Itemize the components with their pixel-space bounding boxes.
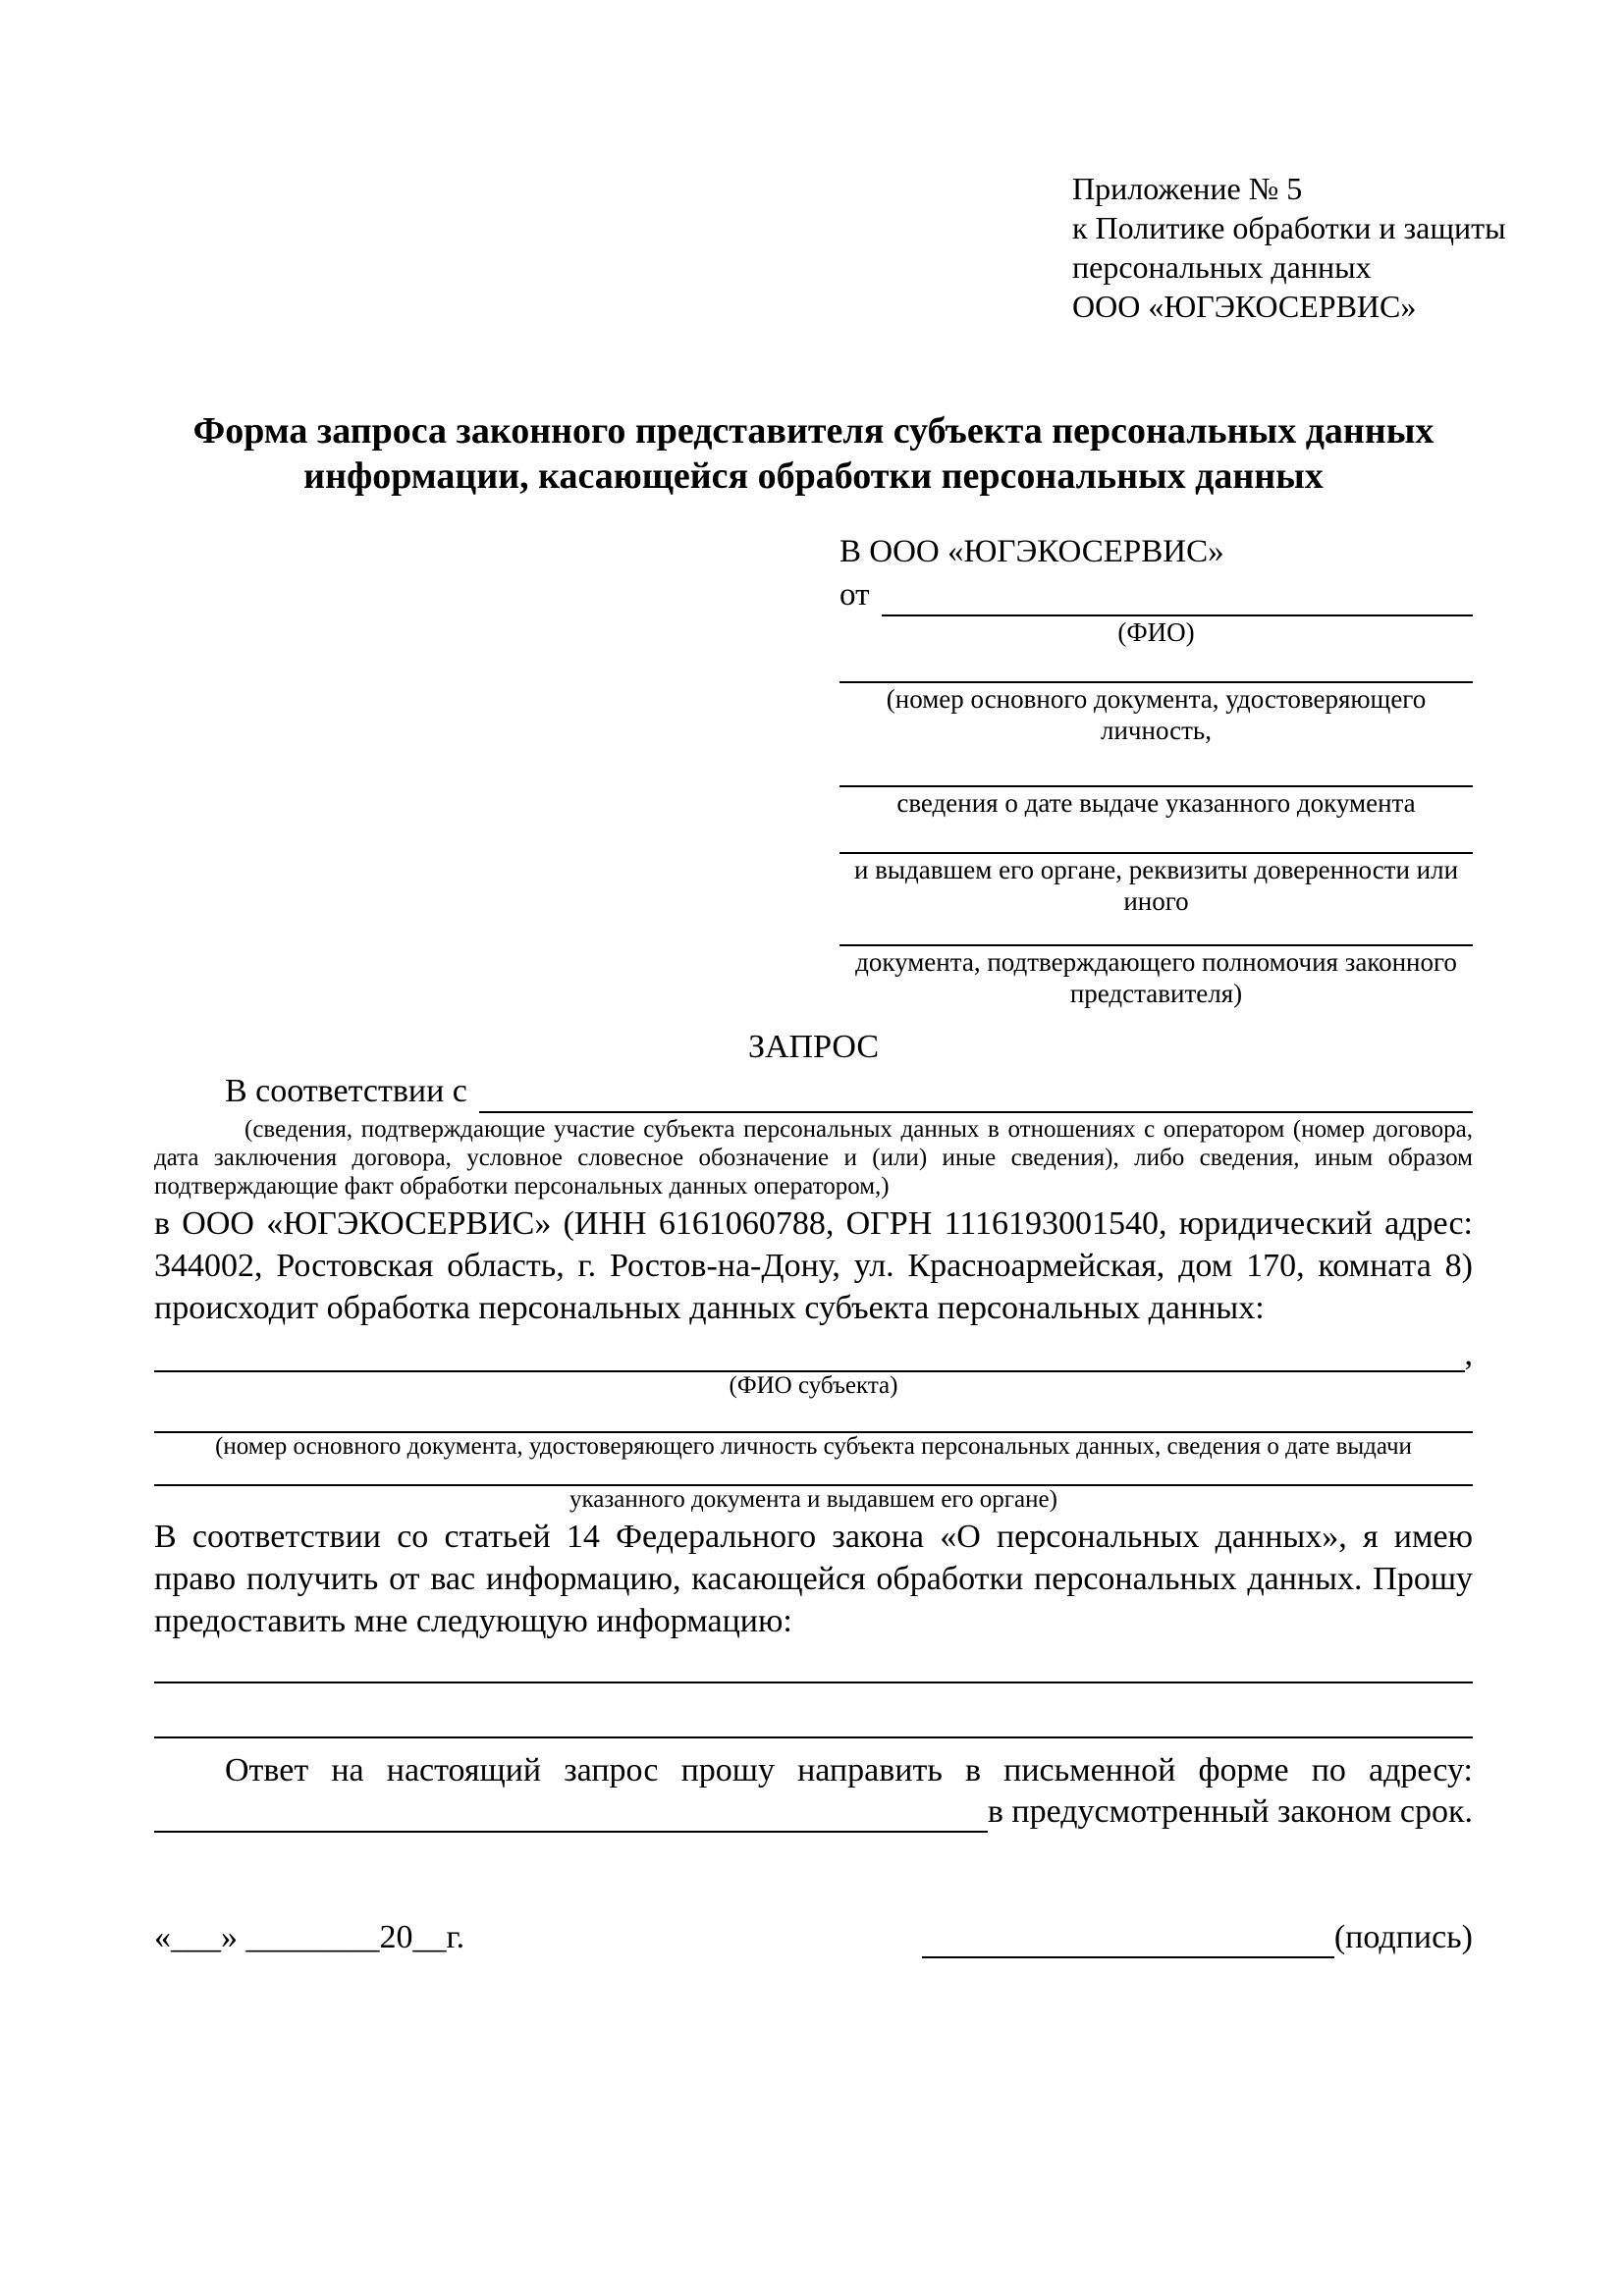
form-title-line-1: Форма запроса законного представителя субъекта персональных данных	[192, 410, 1435, 452]
doc-field-2	[839, 785, 1473, 819]
answer-tail: в предусмотренный законом срок.	[987, 1793, 1473, 1830]
from-label: от	[839, 577, 870, 613]
fill-in-line-address	[154, 1799, 988, 1833]
fio-caption: (ФИО)	[1117, 617, 1195, 647]
law-paragraph: В соответствии со статьей 14 Федерального закона «О персональных данных», я имею право получить от вас информацию, касающейся обработки персональных данных. Прошу предоставить мне следующую информацию:	[154, 1519, 1473, 1639]
doc-field-4	[839, 944, 1473, 1009]
accordance-row	[154, 1070, 1473, 1113]
appendix-line-1: Приложение № 5	[1072, 171, 1303, 206]
doc-caption-2: сведения о дате выдаче указанного документа	[896, 788, 1416, 818]
signature-row	[922, 1917, 1473, 1958]
fill-in-line-fio	[882, 579, 1474, 616]
info-blank-line-1	[154, 1682, 1473, 1683]
appendix-block	[1072, 169, 1506, 326]
doc-field-1	[839, 681, 1473, 746]
signature-caption: (подпись)	[1333, 1919, 1473, 1955]
signature-line	[922, 1925, 1334, 1958]
fill-in-line-subject-fio	[154, 1337, 1465, 1372]
fine-print-note: (сведения, подтверждающие участие субъекта персональных данных в отношениях с оператором (номер договора, дата заключения договора, условное словесное обозначение и (или) иные сведения), либо сведения, иным образом подтверждающие факт обработки персональных данных оператором,)	[154, 1116, 1473, 1200]
form-title	[154, 408, 1473, 499]
form-title-line-2: информации, касающейся обработки персональных данных	[303, 455, 1324, 497]
doc-field-3	[839, 852, 1473, 917]
subject-doc-caption-2: указанного документа и выдавшем его органе)	[569, 1486, 1057, 1513]
fill-in-line-accordance	[479, 1076, 1473, 1113]
subject-doc-field-2	[154, 1484, 1473, 1514]
appendix-line-3: персональных данных	[1072, 249, 1372, 285]
appendix-line-4: ООО «ЮГЭКОСЕРВИС»	[1072, 289, 1417, 324]
addressee-block	[839, 530, 1473, 1009]
accordance-label: В соответствии с	[225, 1073, 467, 1109]
doc-caption-3: и выдавшем его органе, реквизиты доверенности или иного	[853, 855, 1459, 916]
info-blank-line-2	[154, 1736, 1473, 1738]
appendix-line-2: к Политике обработки и защиты	[1072, 210, 1506, 245]
operator-paragraph: в ООО «ЮГЭКОСЕРВИС» (ИНН 6161060788, ОГРН 1116193001540, юридический адрес: 344002, Ростовская область, г. Ростов-на-Дону, ул. Красноармейская, дом 170, комната 8) происходит обработка персональных данных субъекта персональных данных:	[154, 1205, 1473, 1326]
answer-address-row	[154, 1791, 1473, 1833]
subject-doc-field-1	[154, 1431, 1473, 1461]
to-company: В ООО «ЮГЭКОСЕРВИС»	[839, 534, 1224, 569]
answer-paragraph: Ответ на настоящий запрос прошу направить в письменной форме по адресу:	[225, 1752, 1473, 1789]
request-heading: ЗАПРОС	[747, 1029, 880, 1065]
trailing-comma: ,	[1464, 1336, 1473, 1372]
footer-row	[154, 1917, 1473, 1958]
doc-caption-1: (номер основного документа, удостоверяющего личность,	[886, 684, 1427, 745]
subject-fio-row	[154, 1337, 1473, 1372]
subject-doc-caption-1: (номер основного документа, удостоверяющего личность субъекта персональных данных, сведения о дате выдачи	[215, 1433, 1412, 1460]
doc-caption-4: документа, подтверждающего полномочия законного представителя)	[855, 947, 1457, 1008]
date-line: «___» ________20__г.	[154, 1919, 465, 1955]
subject-fio-caption: (ФИО субъекта)	[729, 1372, 898, 1399]
from-row	[839, 573, 1473, 616]
